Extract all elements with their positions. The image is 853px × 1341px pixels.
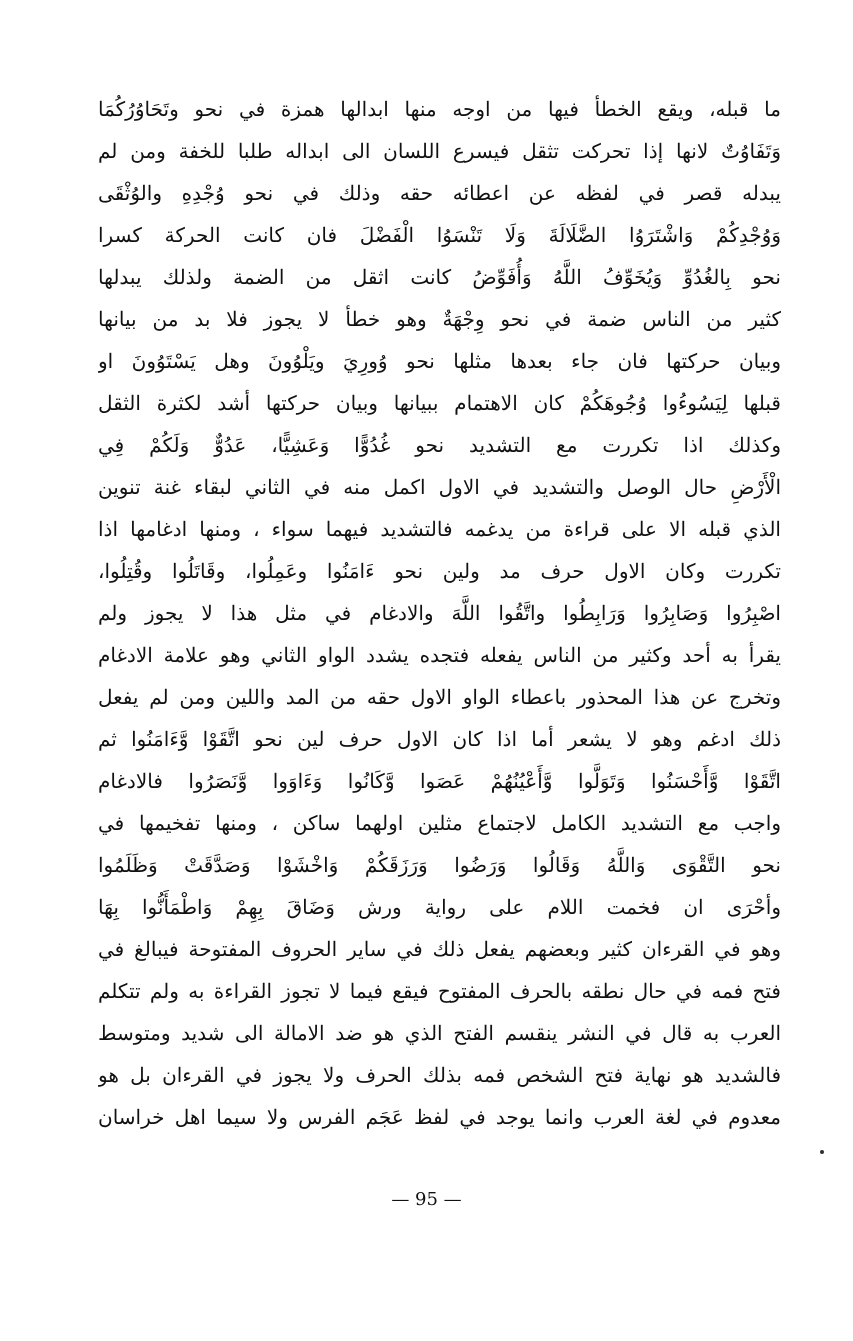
text-line: وبيان حركتها فان جاء بعدها مثلها نحو وُورِيَ ويَلْوُونَ وهل يَسْتَوُونَ او bbox=[98, 349, 781, 373]
text-line: الذي قبله الا على قراءة من يدغمه فالتشديد فيهما سواء ، ومنها ادغامها اذا bbox=[98, 517, 781, 541]
body-text bbox=[98, 88, 781, 1138]
page-number: — 95 — bbox=[391, 1189, 462, 1210]
text-line: وكذلك اذا تكررت مع التشديد نحو غُدُوًّا وَعَشِيًّا، عَدُوٌّ وَلَكُمْ فِي bbox=[98, 433, 781, 457]
text-line: تكررت وكان الاول حرف مد ولين نحو ءَامَنُوا وعَمِلُوا، وقَاتَلُوا وقُتِلُوا، bbox=[98, 559, 781, 583]
text-line: وَتَفَاوُتٌ لانها إذا تحركت تثقل فيسرع اللسان الى ابداله طلبا للخفة ومن لم bbox=[98, 139, 781, 163]
text-line: نحو التَّقْوَى وَاللَّهُ وَقَالُوا وَرَضُوا وَرَزَقَكُمْ وَاخْشَوْا وَصَدَّقَتْ وَظَلَمُوا bbox=[98, 853, 781, 877]
text-line: وأحْرَى ان فخمت اللام على رواية ورش وَضَاقَ بِهِمْ وَاطْمَأَنُّوا بِهَا bbox=[98, 895, 781, 919]
text-line: فالشديد هو نهاية فتح الشخص فمه بذلك الحرف ولا يجوز في القرءان بل هو bbox=[98, 1063, 781, 1087]
margin-mark bbox=[820, 1150, 824, 1154]
text-line: ما قبله، ويقع الخطأ فيها من اوجه منها ابدالها همزة في نحو وتَحَاوُرُكُمَا bbox=[98, 97, 781, 121]
text-line: يقرأ به أحد وكثير من الناس يفعله فتجده يشدد الواو الثاني وهو علامة الادغام bbox=[98, 643, 781, 667]
text-line: ذلك ادغم وهو لا يشعر أما اذا كان الاول حرف لين نحو اتَّقَوْا وَّءَامَنُوا ثم bbox=[98, 727, 781, 751]
text-line: وتخرج عن هذا المحذور باعطاء الواو الاول حقه من المد واللين ومن لم يفعل bbox=[98, 685, 781, 709]
text-line: اصْبِرُوا وَصَابِرُوا وَرَابِطُوا واتَّقُوا اللَّهَ والادغام في مثل هذا لا يجوز ولم bbox=[98, 601, 781, 625]
text-line: وَوُجْدِكُمْ وَاشْتَرَوُا الضَّلَالَةَ وَلَا تَنْسَوُا الْفَضْلَ فان كانت الحركة كسرا bbox=[98, 223, 781, 247]
text-line: نحو بِالغُدُوِّ وَيُخَوِّفُ اللَّهُ وَأُفَوِّضُ كانت اثقل من الضمة ولذلك يبدلها bbox=[98, 265, 781, 289]
text-line: العرب به قال في النشر ينقسم الفتح الذي هو ضد الامالة الى شديد ومتوسط bbox=[98, 1021, 781, 1045]
text-line: معدوم في لغة العرب وانما يوجد في لفظ عَجَم الفرس ولا سيما اهل خراسان bbox=[98, 1105, 781, 1129]
text-line: الْأَرْضِ حال الوصل والتشديد في الاول اكمل منه في الثاني لبقاء غنة تنوين bbox=[98, 475, 781, 499]
text-line: اتَّقَوْا وَّأَحْسَنُوا وَتَوَلَّوا وَّأَعْيُنُهُمْ عَصَوا وَّكَانُوا وَءَاوَوا وَّنَصَرُوا فالادغام bbox=[98, 769, 781, 793]
text-line: وهو في القرءان كثير وبعضهم يفعل ذلك في ساير الحروف المفتوحة فيبالغ في bbox=[98, 937, 781, 961]
text-line: يبدله قصر في لفظه عن اعطائه حقه وذلك في نحو وُجْدِهِ والوُثْقَى bbox=[98, 181, 781, 205]
text-line: قبلها لِيَسُوءُوا وُجُوهَكُمْ كان الاهتمام ببيانها وبيان حركتها أشد لكثرة الثقل bbox=[98, 391, 781, 415]
text-line: واجب مع التشديد الكامل لاجتماع مثلين اولهما ساكن ، ومنها تفخيمها في bbox=[98, 811, 781, 835]
text-line: فتح فمه في حال نطقه بالحرف المفتوح فيقع فيما لا تجوز القراءة به ولم تتكلم bbox=[98, 979, 781, 1003]
text-line: كثير من الناس ضمة في نحو وِجْهَةٌ وهو خطأ لا يجوز فلا بد من بيانها bbox=[98, 307, 781, 331]
